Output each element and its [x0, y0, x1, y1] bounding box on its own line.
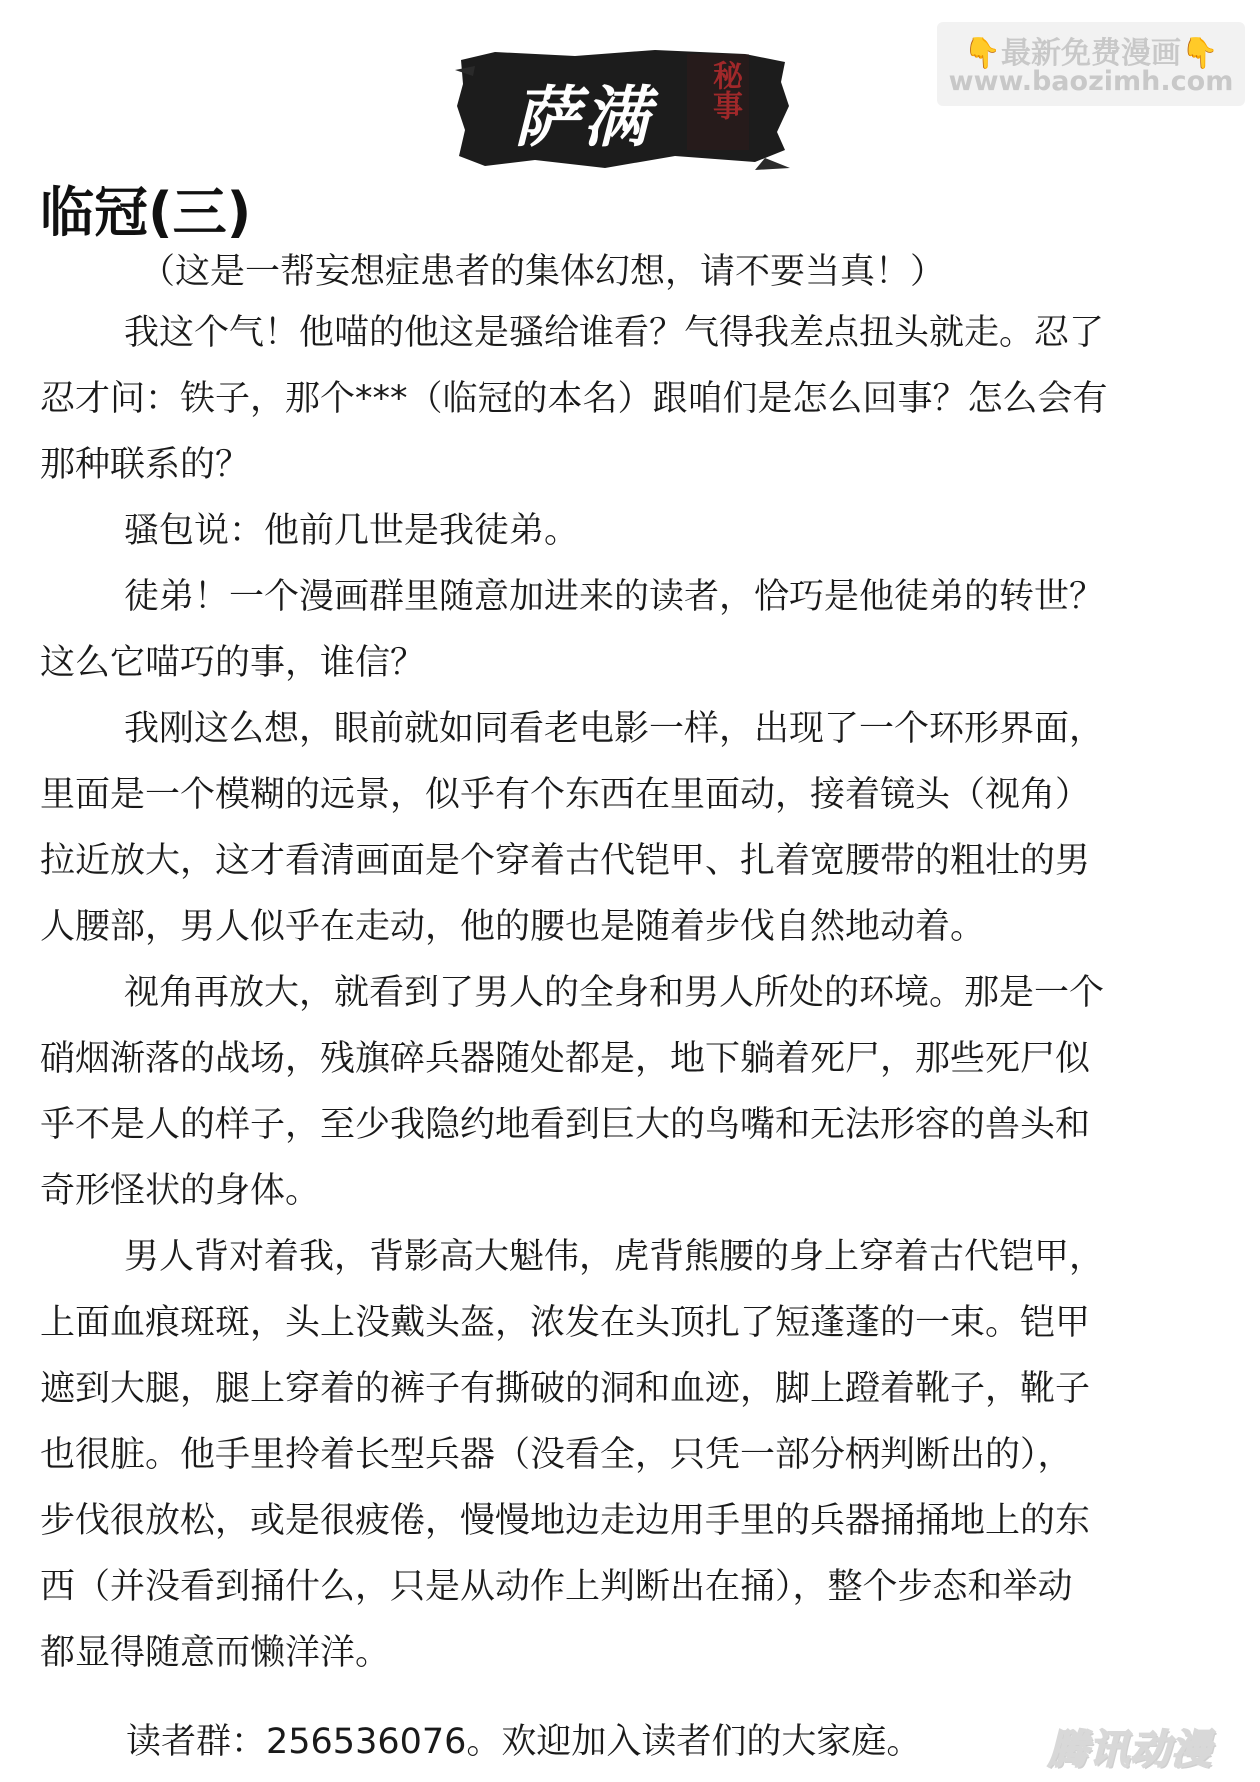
header-banner — [455, 46, 790, 174]
banner-stamp: 秘事 — [707, 60, 742, 120]
site-watermark — [937, 22, 1245, 106]
pointing-down-icon: 👇 — [963, 36, 1001, 71]
story-line: 奇形怪状的身体。 — [40, 1171, 321, 1211]
story-line: 都显得随意而懒洋洋。 — [40, 1633, 391, 1673]
story-line: 忍才问：铁子，那个***（临冠的本名）跟咱们是怎么回事？怎么会有 — [40, 379, 1108, 419]
reader-group-notice: 读者群：256536076。欢迎加入读者们的大家庭。 — [126, 1722, 922, 1762]
publisher-logo-text: 腾讯动漫 — [1048, 1727, 1212, 1773]
chapter-title: 临冠(三) — [40, 181, 252, 244]
story-line: 这么它喵巧的事，谁信？ — [40, 643, 426, 683]
story-line: 骚包说：他前几世是我徒弟。 — [124, 511, 580, 551]
story-line: 那种联系的？ — [40, 445, 251, 485]
story-line: 硝烟渐落的战场，残旗碎兵器随处都是，地下躺着死尸，那些死尸似 — [40, 1039, 1091, 1079]
story-line: 我刚这么想，眼前就如同看老电影一样，出现了一个环形界面， — [124, 709, 1105, 749]
story-line: 遮到大腿，腿上穿着的裤子有撕破的洞和血迹，脚上蹬着靴子，靴子 — [40, 1369, 1091, 1409]
pointing-down-icon: 👇 — [1181, 36, 1219, 71]
story-line: 也很脏。他手里拎着长型兵器（没看全，只凭一部分柄判断出的）， — [40, 1435, 1073, 1475]
watermark-slogan: 最新免费漫画 — [1001, 36, 1181, 71]
story-line: 拉近放大，这才看清画面是个穿着古代铠甲、扎着宽腰带的粗壮的男 — [40, 841, 1091, 881]
story-line: 步伐很放松，或是很疲倦，慢慢地边走边用手里的兵器捅捅地上的东 — [40, 1501, 1091, 1541]
disclaimer: （这是一帮妄想症患者的集体幻想，请不要当真！） — [140, 252, 946, 292]
publisher-logo — [1048, 1718, 1248, 1772]
story-line: 里面是一个模糊的远景，似乎有个东西在里面动，接着镜头（视角） — [40, 775, 1091, 815]
story-line: 乎不是人的样子，至少我隐约地看到巨大的鸟嘴和无法形容的兽头和 — [40, 1105, 1091, 1145]
watermark-url: www.baozimh.com — [948, 66, 1234, 97]
story-line: 上面血痕斑斑，头上没戴头盔，浓发在头顶扎了短蓬蓬的一束。铠甲 — [40, 1303, 1091, 1343]
story-line: 西（并没看到捅什么，只是从动作上判断出在捅），整个步态和举动 — [40, 1567, 1073, 1607]
story-line: 我这个气！他喵的他这是骚给谁看？气得我差点扭头就走。忍了 — [124, 313, 1105, 353]
story-line: 徒弟！一个漫画群里随意加进来的读者，恰巧是他徒弟的转世？ — [124, 577, 1105, 617]
story-line: 人腰部，男人似乎在走动，他的腰也是随着步伐自然地动着。 — [40, 907, 986, 947]
banner-title: 萨满 — [513, 78, 653, 156]
story-line: 视角再放大，就看到了男人的全身和男人所处的环境。那是一个 — [124, 973, 1105, 1013]
story-line: 男人背对着我，背影高大魁伟，虎背熊腰的身上穿着古代铠甲， — [124, 1237, 1105, 1277]
